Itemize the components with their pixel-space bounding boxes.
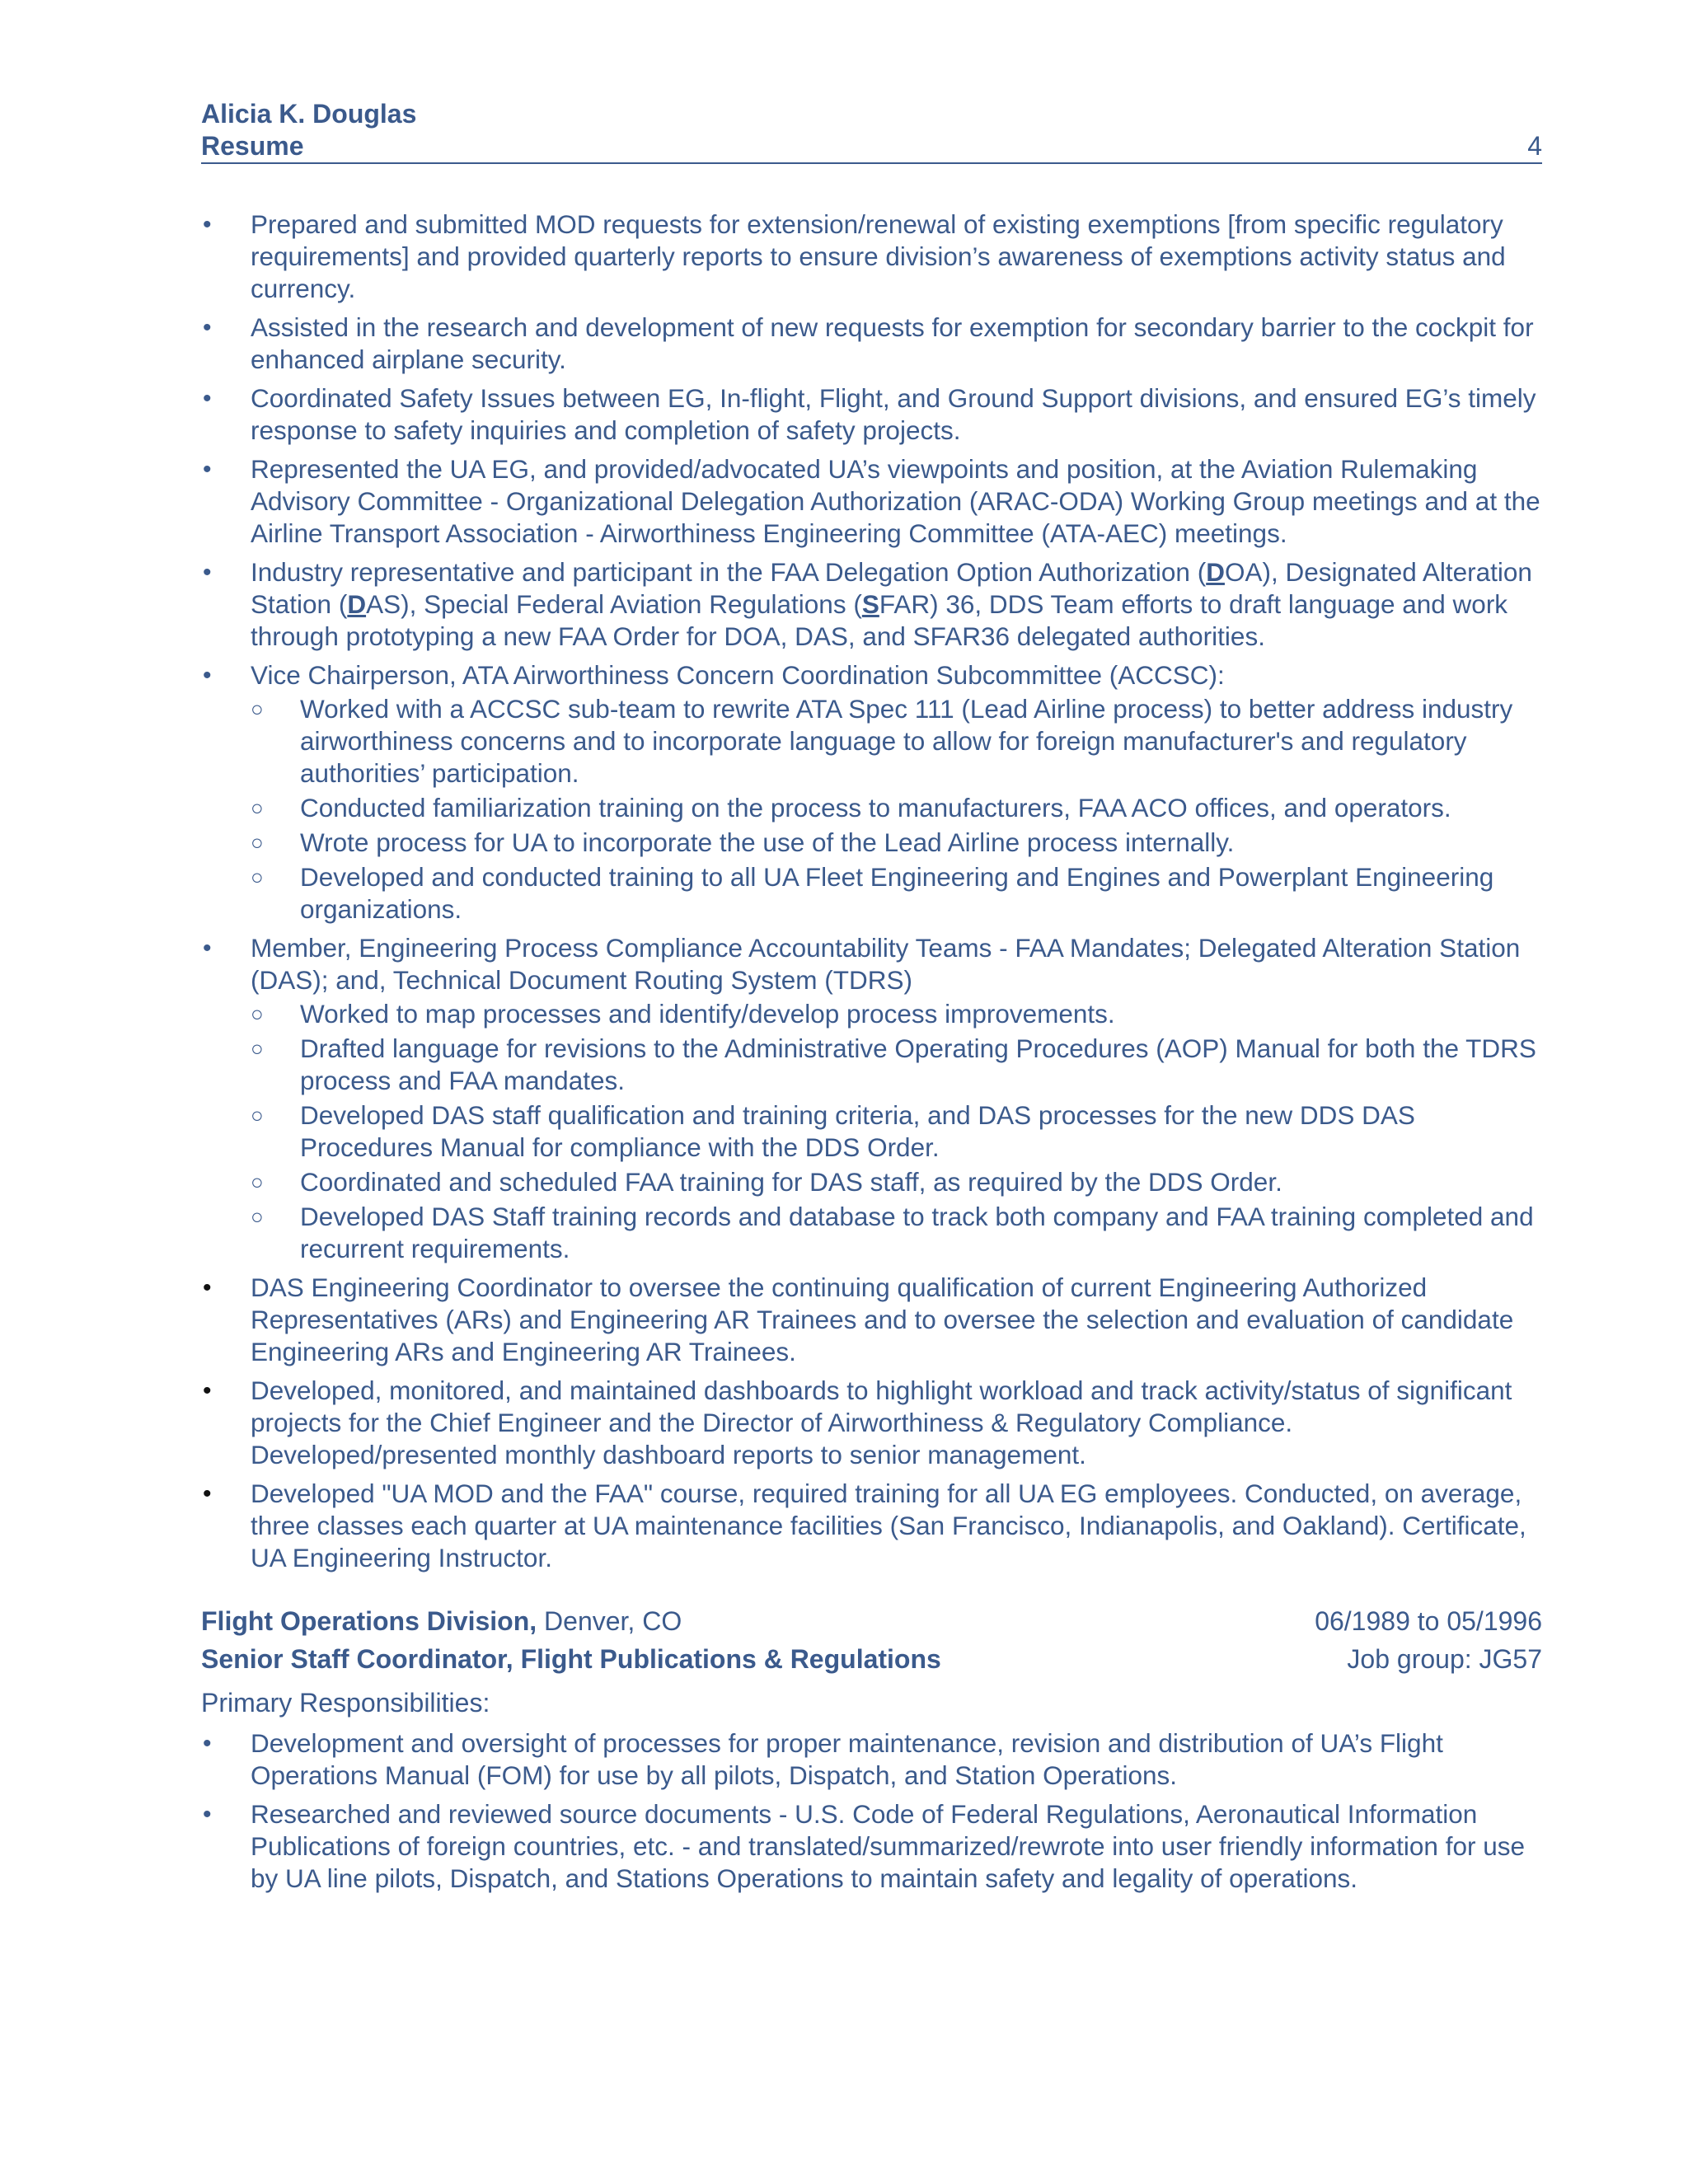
circle-bullet-icon: ○	[251, 1103, 264, 1127]
job-section	[201, 1602, 1542, 1895]
list-item-text: Member, Engineering Process Compliance Accountability Teams - FAA Mandates; Delegated Alteration Station (DAS); and, Technical Document Routing System (TDRS)	[251, 933, 1521, 995]
sub-list-item	[251, 998, 1542, 1030]
list-item	[201, 932, 1542, 1265]
sub-list-item-text: Worked to map processes and identify/develop process improvements.	[300, 999, 1115, 1029]
circle-bullet-icon: ○	[251, 1036, 264, 1061]
title-row	[201, 1640, 1542, 1678]
bullet-icon: •	[203, 1801, 212, 1828]
sub-list-item	[251, 1033, 1542, 1097]
text-segment: AS), Special Federal Aviation Regulations (	[366, 589, 862, 619]
list-item-text: Assisted in the research and development of new requests for exemption for secondary barrier to the cockpit for enhanced airplane security.	[251, 312, 1534, 374]
sub-list-item-text: Conducted familiarization training on the process to manufacturers, FAA ACO offices, and operators.	[300, 793, 1451, 823]
sub-list-item-text: Drafted language for revisions to the Administrative Operating Procedures (AOP) Manual for both the TDRS process and FAA mandates.	[300, 1033, 1536, 1095]
primary-responsibilities-label: Primary Responsibilities:	[201, 1688, 490, 1718]
list-item	[201, 1272, 1542, 1368]
sub-list-item-text: Coordinated and scheduled FAA training for DAS staff, as required by the DDS Order.	[300, 1167, 1282, 1197]
list-item	[201, 556, 1542, 653]
bullet-icon: •	[203, 314, 212, 341]
resume-page	[201, 97, 1542, 1901]
division-row	[201, 1602, 1542, 1640]
bullet-icon: •	[203, 1377, 212, 1404]
emphasis-letter: D	[1206, 557, 1225, 587]
list-item	[201, 1478, 1542, 1574]
employment-dates: 06/1989 to 05/1996	[1315, 1606, 1542, 1636]
list-item-text: Vice Chairperson, ATA Airworthiness Concern Coordination Subcommittee (ACCSC):	[251, 660, 1225, 690]
list-item-text: Researched and reviewed source documents - U.S. Code of Federal Regulations, Aeronautical Information Publications of foreign countries, etc. - and translated/summarized/rewrote into user friendly information for use by UA line pilots, Dispatch, and Stations Operations to maintain safety and legality of operations.	[251, 1799, 1525, 1893]
job-group: Job group: JG57	[1347, 1644, 1542, 1674]
bullet-icon: •	[203, 1274, 212, 1301]
emphasis-letter: S	[861, 589, 879, 619]
division-location: Denver, CO	[537, 1606, 682, 1636]
responsibility-list	[201, 209, 1542, 1574]
list-item	[201, 382, 1542, 447]
list-item-text: Developed "UA MOD and the FAA" course, required training for all UA EG employees. Conducted, on average, three classes each quarter at UA maintenance facilities (San Francisco, Indianapolis, and Oakland). Certificate, UA Engineering Instructor.	[251, 1479, 1526, 1572]
list-item	[201, 659, 1542, 926]
page-number: 4	[1527, 131, 1542, 161]
circle-bullet-icon: ○	[251, 1001, 264, 1026]
bullet-icon: •	[203, 935, 212, 962]
bullet-icon: •	[203, 1480, 212, 1507]
document-title: Resume	[201, 131, 304, 161]
sub-list	[251, 998, 1542, 1265]
list-item-text	[251, 557, 1532, 651]
list-item	[201, 312, 1542, 376]
list-item	[201, 1375, 1542, 1471]
header-rule-row	[201, 130, 1542, 164]
circle-bullet-icon: ○	[251, 696, 264, 721]
division-name: Flight Operations Division,	[201, 1606, 537, 1636]
list-item-text: Developed, monitored, and maintained dashboards to highlight workload and track activity/status of significant projects for the Chief Engineer and the Director of Airworthiness & Regulatory Compliance. Developed/presented monthly dashboard reports to senior management.	[251, 1376, 1512, 1469]
list-item-text: DAS Engineering Coordinator to oversee the continuing qualification of current Engineering Authorized Representatives (ARs) and Engineering AR Trainees and to oversee the selection and evaluation of candidate Engineering ARs and Engineering AR Trainees.	[251, 1272, 1514, 1366]
circle-bullet-icon: ○	[251, 1169, 264, 1194]
job-title: Senior Staff Coordinator, Flight Publications & Regulations	[201, 1644, 941, 1674]
list-item	[201, 1727, 1542, 1792]
sub-list-item-text: Developed and conducted training to all UA Fleet Engineering and Engines and Powerplant Engineering organizations.	[300, 862, 1494, 924]
sub-list-item	[251, 792, 1542, 824]
sub-list-item-text: Wrote process for UA to incorporate the use of the Lead Airline process internally.	[300, 827, 1235, 857]
circle-bullet-icon: ○	[251, 865, 264, 889]
list-item	[201, 1798, 1542, 1895]
sub-list-item	[251, 1166, 1542, 1198]
sub-list-item	[251, 1201, 1542, 1265]
bullet-icon: •	[203, 662, 212, 689]
circle-bullet-icon: ○	[251, 795, 264, 820]
text-segment: OA), Designated Alteration Station (	[251, 557, 1532, 619]
sub-list-item	[251, 827, 1542, 859]
applicant-name: Alicia K. Douglas	[201, 99, 417, 129]
division-heading	[201, 1602, 682, 1640]
circle-bullet-icon: ○	[251, 830, 264, 855]
sub-list-item	[251, 693, 1542, 790]
emphasis-letter: D	[347, 589, 367, 619]
list-item-text: Development and oversight of processes for proper maintenance, revision and distribution of UA’s Flight Operations Manual (FOM) for use by all pilots, Dispatch, and Station Operations.	[251, 1728, 1443, 1790]
text-segment: Industry representative and participant in the FAA Delegation Option Authorization (	[251, 557, 1207, 587]
sub-list-item	[251, 1099, 1542, 1164]
sub-list-item-text: Developed DAS staff qualification and training criteria, and DAS processes for the new DDS DAS Procedures Manual for compliance with the DDS Order.	[300, 1100, 1415, 1162]
sub-list	[251, 693, 1542, 926]
sub-list-item	[251, 861, 1542, 926]
resume-header	[201, 97, 1542, 164]
list-item-text: Coordinated Safety Issues between EG, In-flight, Flight, and Ground Support divisions, and ensured EG’s timely response to safety inquiries and completion of safety projects.	[251, 383, 1536, 445]
list-item	[201, 453, 1542, 550]
bullet-icon: •	[203, 1730, 212, 1757]
sub-list-item-text: Worked with a ACCSC sub-team to rewrite ATA Spec 111 (Lead Airline process) to better address industry airworthiness concerns and to incorporate language to allow for foreign manufacturer's and regulatory authorities’ participation.	[300, 694, 1513, 788]
bullet-icon: •	[203, 385, 212, 412]
list-item	[201, 209, 1542, 305]
sub-list-item-text: Developed DAS Staff training records and database to track both company and FAA training completed and recurrent requirements.	[300, 1202, 1534, 1263]
circle-bullet-icon: ○	[251, 1204, 264, 1229]
text-segment: FAR) 36, DDS Team efforts to draft language and work through prototyping a new FAA Order for DOA, DAS, and SFAR36 delegated authorities.	[251, 589, 1508, 651]
bullet-icon: •	[203, 559, 212, 586]
section-responsibility-list	[201, 1727, 1542, 1895]
bullet-icon: •	[203, 211, 212, 238]
list-item-text: Represented the UA EG, and provided/advocated UA’s viewpoints and position, at the Aviation Rulemaking Advisory Committee - Organizational Delegation Authorization (ARAC-ODA) Working Group meetings and at the Airline Transport Association - Airworthiness Engineering Committee (ATA-AEC) meetings.	[251, 454, 1540, 548]
bullet-icon: •	[203, 456, 212, 483]
list-item-text: Prepared and submitted MOD requests for extension/renewal of existing exemptions [from specific regulatory requirements] and provided quarterly reports to ensure division’s awareness of exemptions activity status and currency.	[251, 209, 1506, 303]
